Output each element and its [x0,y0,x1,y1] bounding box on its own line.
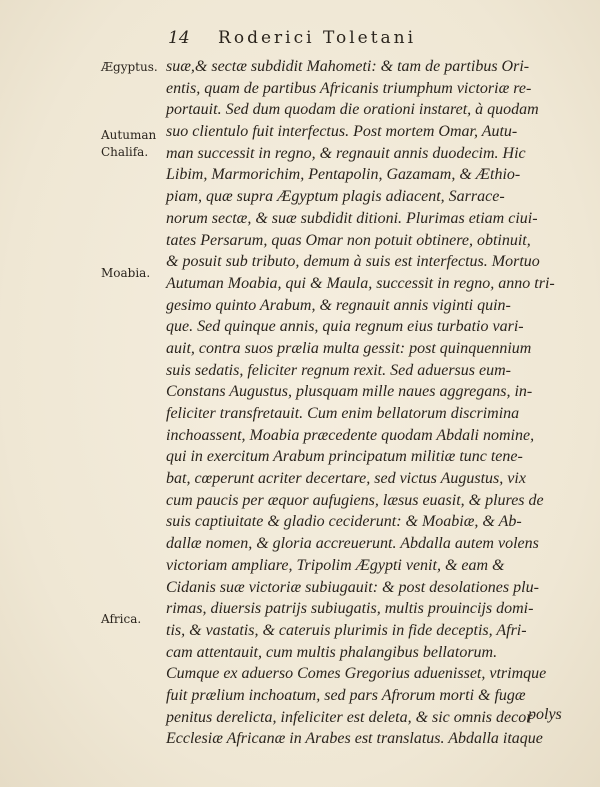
text-line: victoriam ampliare, Tripolim Ægypti venit, & eam & [166,556,505,574]
text-line: fuit prælium inchoatum, sed pars Afrorum morti & fugæ [166,686,526,704]
text-line: Ecclesiæ Africanæ in Arabes est translatus. Abdalla itaque [166,730,543,748]
text-line: rimas, diuersis patrijs subiugatis, multis prouincijs domi- [166,600,534,618]
text-line: Libim, Marmorichim, Pentapolin, Gazamam, & Æthio- [166,166,521,184]
margin-note-moabia: Moabia. [101,266,151,280]
text-line: suis sedatis, feliciter regnum rexit. Sed aduersus eum- [166,361,511,379]
text-line: & posuit sub tributo, demum à suis est interfectus. Mortuo [166,253,540,271]
text-line: inchoassent, Moabia præcedente quodam Abdali nomine, [166,426,535,444]
text-line: penitus derelicta, infeliciter est deleta, & sic omnis decor [166,708,533,726]
body-text [166,56,586,750]
margin-note-aegyptus: Ægyptus. [101,60,158,74]
text-line: que. Sed quinque annis, quia regnum eius turbatio vari- [166,318,524,336]
text-line: suæ,& sectæ subdidit Mahometi: & tam de partibus Ori- [166,58,530,75]
catchword: polys [528,706,562,723]
text-line: gesimo quinto Arabum, & regnauit annis viginti quin- [166,296,511,314]
page-header [168,28,588,48]
text-line: tis, & vastatis, & cateruis plurimis in fide deceptis, Afri- [166,621,527,639]
text-line: Cidanis suæ victoriæ subiugauit: & post desolationes plu- [166,578,539,596]
text-line: Cumque ex aduerso Comes Gregorius aduenisset, vtrimque [166,665,547,683]
text-line: entis, quam de partibus Africanis triumphum victoriæ re- [166,79,532,97]
running-title: Roderici Toletani [218,28,417,48]
margin-note-autuman: Autuman [101,128,157,142]
text-line: tates Persarum, quas Omar non potuit obtinere, obtinuit, [166,231,531,249]
text-line: dallæ nomen, & gloria accreuerunt. Abdalla autem volens [166,535,539,553]
text-line: bat, cœperunt acriter decertare, sed victus Augustus, vix [166,470,526,488]
text-line: cam attentauit, cum multis phalangibus bellatorum. [166,643,498,661]
text-line: cum paucis per æquor aufugiens, læsus euasit, & plures de [166,491,544,509]
text-line: feliciter transfretauit. Cum enim bellatorum discrimina [166,405,520,422]
text-line: Autuman Moabia, qui & Maula, successit in regno, anno tri- [166,274,555,292]
text-line: piam, quæ supra Ægyptum plagis adiacent, Sarrace- [166,188,505,206]
page-number: 14 [168,28,190,48]
text-line: norum sectæ, & suæ subdidit ditioni. Plurimas etiam ciui- [166,209,538,227]
text-line: qui in exercitum Arabum principatum militiæ tunc tene- [166,448,523,466]
text-line: Constans Augustus, plusquam mille naues aggregans, in- [166,383,533,401]
text-line: auit, contra suos prælia multa gessit: post quinquennium [166,339,532,357]
text-line: suis captiuitate & gladio ceciderunt: & Moabiæ, & Ab- [166,513,522,531]
text-line: portauit. Sed dum quodam die orationi instaret, à quodam [166,101,539,119]
margin-note-africa: Africa. [101,612,142,626]
text-line: man successit in regno, & regnauit annis duodecim. Hic [166,144,526,162]
text-line: suo clientulo fuit interfectus. Post mortem Omar, Autu- [166,123,518,141]
margin-note-chalifa: Chalifa. [101,145,149,159]
